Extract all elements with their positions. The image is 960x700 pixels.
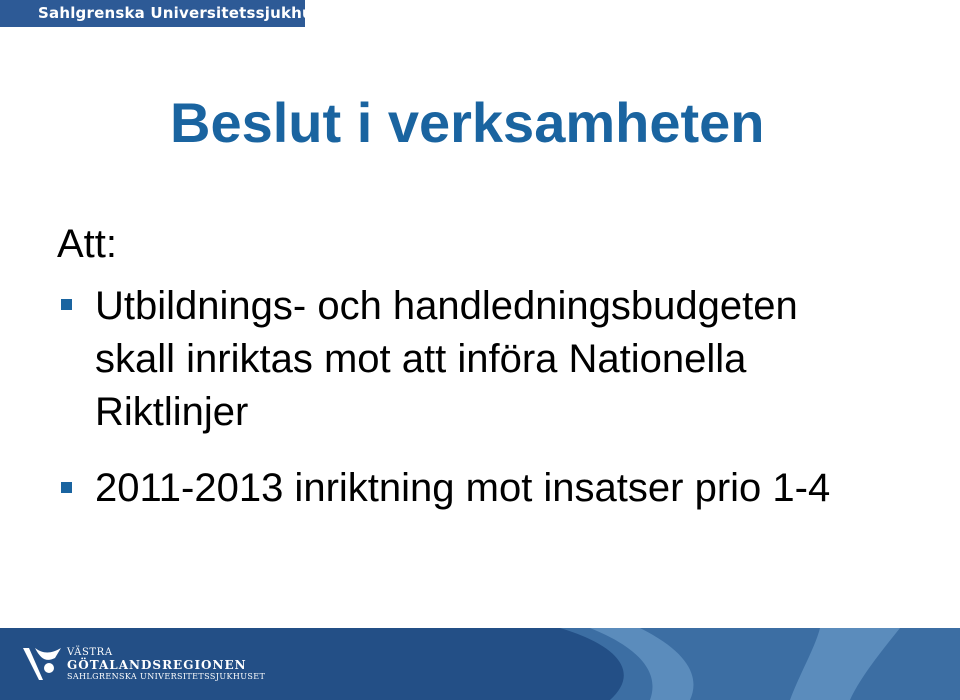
logo-line-1: VÄSTRA <box>67 647 113 658</box>
square-bullet-icon <box>61 299 72 310</box>
region-logo-icon <box>21 644 65 684</box>
logo-line-2: GÖTALANDSREGIONEN <box>67 658 247 672</box>
bullet-item <box>95 462 935 515</box>
organization-name: Sahlgrenska Universitetssjukhuset <box>38 4 340 22</box>
intro-label: Att: <box>57 222 118 266</box>
bullet-text: 2011-2013 inriktning mot insatser prio 1-4 <box>95 466 831 510</box>
bullet-item <box>95 280 875 439</box>
logo-line-3: SAHLGRENSKA UNIVERSITETSSJUKHUSET <box>67 672 266 681</box>
region-logo-text <box>67 647 265 683</box>
square-bullet-icon <box>61 482 72 493</box>
footer-band <box>0 628 960 700</box>
header-band <box>0 0 340 27</box>
bullet-text: Utbildnings- och handledningsbudgeten skall inriktas mot att införa Nationella Riktlinjer <box>95 284 798 434</box>
slide-title: Beslut i verksamheten <box>170 91 765 154</box>
